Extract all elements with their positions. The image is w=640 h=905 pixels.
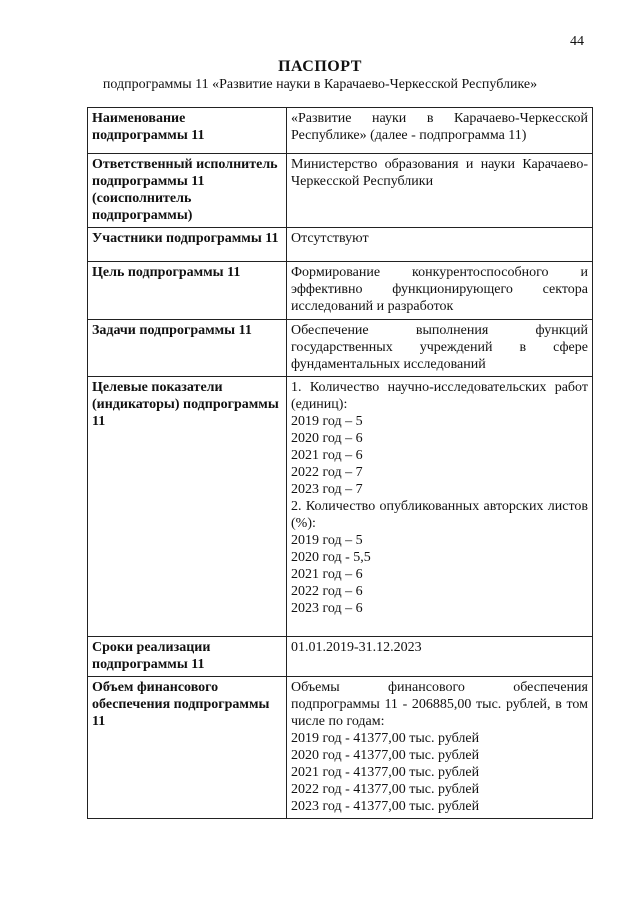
row-value <box>287 154 593 228</box>
table-row <box>88 228 593 262</box>
value-line: 2023 год – 6 <box>291 601 363 616</box>
page-number: 44 <box>570 34 584 49</box>
row-value <box>287 677 593 819</box>
document-subtitle: подпрограммы 11 «Развитие науки в Карачаево-Черкесской Республике» <box>102 77 538 92</box>
row-value <box>287 228 593 262</box>
row-label: Сроки реализации подпрограммы 11 <box>88 637 287 677</box>
document-title: ПАСПОРТ <box>278 58 362 75</box>
row-value <box>287 637 593 677</box>
value-line: 2021 год – 6 <box>291 567 363 582</box>
row-value <box>287 108 593 154</box>
row-label: Наименование подпрограммы 11 <box>88 108 287 154</box>
value-line: 01.01.2019-31.12.2023 <box>291 640 422 655</box>
value-line: Министерство образования и науки Карачаево-Черкесской Республики <box>291 157 588 189</box>
value-line: 2020 год - 41377,00 тыс. рублей <box>291 748 480 763</box>
table-row <box>88 320 593 377</box>
value-line: 2022 год – 7 <box>291 465 363 480</box>
value-line: Объемы финансового обеспечения подпрограммы 11 - 206885,00 тыс. рублей, в том числе по годам: <box>291 680 588 729</box>
passport-table <box>87 107 593 819</box>
value-line: 2. Количество опубликованных авторских листов (%): <box>291 499 588 531</box>
row-label: Ответственный исполнитель подпрограммы 11 (соисполнитель подпрограммы) <box>88 154 287 228</box>
row-label: Целевые показатели (индикаторы) подпрограммы 11 <box>88 377 287 637</box>
value-line: 2022 год – 6 <box>291 584 363 599</box>
value-line: 2023 год - 41377,00 тыс. рублей <box>291 799 480 814</box>
value-line: Формирование конкурентоспособного и эффективно функционирующего сектора исследований и разработок <box>291 265 588 314</box>
value-line: Отсутствуют <box>291 231 369 246</box>
row-label: Объем финансового обеспечения подпрограммы 11 <box>88 677 287 819</box>
value-line: 1. Количество научно-исследовательских работ (единиц): <box>291 380 588 412</box>
table-row <box>88 154 593 228</box>
table-row <box>88 377 593 637</box>
row-label: Цель подпрограммы 11 <box>88 262 287 320</box>
row-value <box>287 377 593 637</box>
value-line: Обеспечение выполнения функций государственных учреждений в сфере фундаментальных исследований <box>291 323 588 372</box>
row-label: Задачи подпрограммы 11 <box>88 320 287 377</box>
value-line: 2023 год – 7 <box>291 482 363 497</box>
table-row <box>88 108 593 154</box>
table-row <box>88 637 593 677</box>
row-value <box>287 262 593 320</box>
value-line: 2022 год - 41377,00 тыс. рублей <box>291 782 480 797</box>
table-row <box>88 262 593 320</box>
value-line: 2019 год – 5 <box>291 533 363 548</box>
value-line: 2019 год - 41377,00 тыс. рублей <box>291 731 480 746</box>
value-line: 2019 год – 5 <box>291 414 363 429</box>
row-label: Участники подпрограммы 11 <box>88 228 287 262</box>
table-row <box>88 677 593 819</box>
value-line: «Развитие науки в Карачаево-Черкесской Республике» (далее - подпрограмма 11) <box>291 111 588 143</box>
value-line: 2020 год – 6 <box>291 431 363 446</box>
row-value <box>287 320 593 377</box>
value-line: 2021 год – 6 <box>291 448 363 463</box>
value-line: 2021 год - 41377,00 тыс. рублей <box>291 765 480 780</box>
value-line: 2020 год - 5,5 <box>291 550 371 565</box>
